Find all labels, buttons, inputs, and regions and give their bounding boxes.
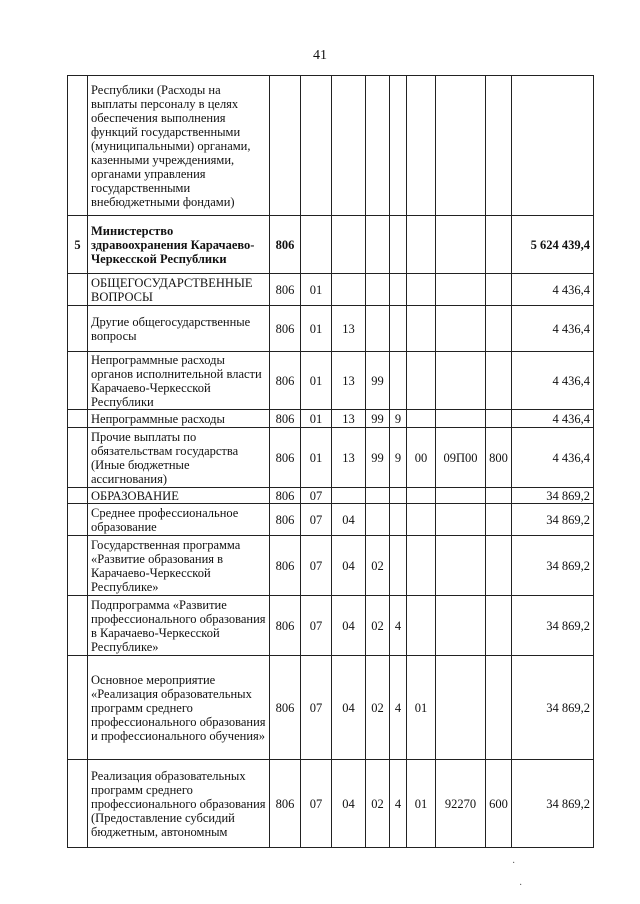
row-number-cell: 5 <box>68 216 88 274</box>
code-direction-cell: 92270 <box>436 760 486 848</box>
code-expense-type-cell <box>486 656 512 760</box>
amount-cell: 5 624 439,4 <box>512 216 594 274</box>
code-subprogram-cell: 4 <box>390 656 407 760</box>
table-row <box>68 274 594 306</box>
code-direction-cell <box>436 352 486 410</box>
code-section-cell: 07 <box>301 656 332 760</box>
row-number-cell <box>68 352 88 410</box>
code-grbs-cell: 806 <box>270 352 301 410</box>
item-name-cell: Подпрограмма «Развитие профессионального образования в Карачаево-Черкесской Республике» <box>88 596 270 656</box>
code-program-cell <box>366 306 390 352</box>
code-expense-type-cell: 600 <box>486 760 512 848</box>
item-name-cell: Республики (Расходы на выплаты персоналу в целях обеспечения выполнения функций государственными (муниципальными) органами, казенными учреждениями, органами управления государственными внебюджетными фондами) <box>88 76 270 216</box>
code-expense-type-cell: 800 <box>486 428 512 488</box>
code-section-cell: 07 <box>301 536 332 596</box>
code-program-cell <box>366 504 390 536</box>
code-subprogram-cell <box>390 306 407 352</box>
amount-cell: 4 436,4 <box>512 428 594 488</box>
code-expense-type-cell <box>486 274 512 306</box>
code-activity-cell: 00 <box>407 428 436 488</box>
table-row <box>68 656 594 760</box>
code-activity-cell <box>407 596 436 656</box>
code-grbs-cell: 806 <box>270 488 301 504</box>
code-subsection-cell <box>332 488 366 504</box>
code-activity-cell <box>407 536 436 596</box>
code-program-cell: 99 <box>366 352 390 410</box>
code-direction-cell <box>436 216 486 274</box>
code-activity-cell <box>407 410 436 428</box>
code-subsection-cell: 13 <box>332 410 366 428</box>
scan-speck: · <box>519 880 523 891</box>
code-program-cell <box>366 274 390 306</box>
table-row <box>68 428 594 488</box>
code-subprogram-cell <box>390 76 407 216</box>
item-name-cell: Прочие выплаты по обязательствам государства (Иные бюджетные ассигнования) <box>88 428 270 488</box>
code-section-cell: 01 <box>301 428 332 488</box>
code-program-cell <box>366 76 390 216</box>
table-row <box>68 488 594 504</box>
code-activity-cell: 01 <box>407 760 436 848</box>
code-direction-cell <box>436 536 486 596</box>
code-subsection-cell: 04 <box>332 596 366 656</box>
row-number-cell <box>68 760 88 848</box>
code-activity-cell <box>407 488 436 504</box>
code-grbs-cell: 806 <box>270 760 301 848</box>
code-subsection-cell <box>332 216 366 274</box>
code-program-cell <box>366 216 390 274</box>
code-program-cell: 02 <box>366 536 390 596</box>
row-number-cell <box>68 274 88 306</box>
code-direction-cell <box>436 76 486 216</box>
code-activity-cell <box>407 76 436 216</box>
row-number-cell <box>68 596 88 656</box>
amount-cell: 4 436,4 <box>512 306 594 352</box>
code-grbs-cell: 806 <box>270 656 301 760</box>
code-subsection-cell: 13 <box>332 352 366 410</box>
item-name-cell: ОБРАЗОВАНИЕ <box>88 488 270 504</box>
code-direction-cell <box>436 306 486 352</box>
code-direction-cell <box>436 656 486 760</box>
code-section-cell: 01 <box>301 274 332 306</box>
code-subprogram-cell: 9 <box>390 410 407 428</box>
item-name-cell: Непрограммные расходы органов исполнительной власти Карачаево-Черкесской Республики <box>88 352 270 410</box>
page-number: 41 <box>313 48 327 63</box>
table-row <box>68 216 594 274</box>
amount-cell <box>512 76 594 216</box>
table-row <box>68 76 594 216</box>
code-expense-type-cell <box>486 488 512 504</box>
code-grbs-cell: 806 <box>270 504 301 536</box>
code-program-cell: 02 <box>366 656 390 760</box>
code-section-cell: 07 <box>301 596 332 656</box>
code-activity-cell <box>407 216 436 274</box>
code-program-cell: 99 <box>366 428 390 488</box>
row-number-cell <box>68 306 88 352</box>
code-program-cell: 99 <box>366 410 390 428</box>
code-section-cell: 07 <box>301 504 332 536</box>
code-program-cell: 02 <box>366 596 390 656</box>
code-expense-type-cell <box>486 536 512 596</box>
code-grbs-cell: 806 <box>270 274 301 306</box>
code-grbs-cell: 806 <box>270 410 301 428</box>
amount-cell: 4 436,4 <box>512 410 594 428</box>
table-row <box>68 504 594 536</box>
item-name-cell: Непрограммные расходы <box>88 410 270 428</box>
row-number-cell <box>68 536 88 596</box>
table-row <box>68 306 594 352</box>
code-subprogram-cell <box>390 536 407 596</box>
code-subsection-cell: 04 <box>332 760 366 848</box>
code-activity-cell <box>407 274 436 306</box>
code-section-cell: 01 <box>301 306 332 352</box>
code-activity-cell <box>407 504 436 536</box>
amount-cell: 34 869,2 <box>512 536 594 596</box>
code-grbs-cell: 806 <box>270 216 301 274</box>
code-subprogram-cell: 4 <box>390 760 407 848</box>
code-expense-type-cell <box>486 216 512 274</box>
code-activity-cell <box>407 306 436 352</box>
amount-cell: 34 869,2 <box>512 504 594 536</box>
code-subprogram-cell: 9 <box>390 428 407 488</box>
code-expense-type-cell <box>486 410 512 428</box>
code-activity-cell: 01 <box>407 656 436 760</box>
table-row <box>68 352 594 410</box>
budget-table <box>67 75 594 848</box>
row-number-cell <box>68 410 88 428</box>
item-name-cell: Среднее профессиональное образование <box>88 504 270 536</box>
code-program-cell <box>366 488 390 504</box>
row-number-cell <box>68 76 88 216</box>
amount-cell: 34 869,2 <box>512 596 594 656</box>
amount-cell: 34 869,2 <box>512 488 594 504</box>
code-section-cell: 01 <box>301 410 332 428</box>
item-name-cell: ОБЩЕГОСУДАРСТВЕННЫЕ ВОПРОСЫ <box>88 274 270 306</box>
code-expense-type-cell <box>486 504 512 536</box>
code-subprogram-cell <box>390 352 407 410</box>
table-row <box>68 410 594 428</box>
code-subprogram-cell <box>390 216 407 274</box>
code-section-cell: 01 <box>301 352 332 410</box>
item-name-cell: Государственная программа «Развитие образования в Карачаево-Черкесской Республике» <box>88 536 270 596</box>
row-number-cell <box>68 488 88 504</box>
code-expense-type-cell <box>486 352 512 410</box>
code-direction-cell <box>436 596 486 656</box>
code-section-cell: 07 <box>301 760 332 848</box>
table-row <box>68 760 594 848</box>
code-section-cell: 07 <box>301 488 332 504</box>
code-direction-cell <box>436 274 486 306</box>
code-grbs-cell <box>270 76 301 216</box>
code-grbs-cell: 806 <box>270 428 301 488</box>
code-subprogram-cell: 4 <box>390 596 407 656</box>
code-subsection-cell: 04 <box>332 504 366 536</box>
code-subsection-cell <box>332 76 366 216</box>
row-number-cell <box>68 504 88 536</box>
code-section-cell <box>301 216 332 274</box>
table-row <box>68 536 594 596</box>
code-activity-cell <box>407 352 436 410</box>
code-subsection-cell: 04 <box>332 536 366 596</box>
amount-cell: 34 869,2 <box>512 760 594 848</box>
code-expense-type-cell <box>486 596 512 656</box>
code-grbs-cell: 806 <box>270 536 301 596</box>
code-direction-cell <box>436 504 486 536</box>
code-subprogram-cell <box>390 488 407 504</box>
code-grbs-cell: 806 <box>270 596 301 656</box>
scan-speck: · <box>512 858 516 869</box>
row-number-cell <box>68 656 88 760</box>
code-subprogram-cell <box>390 274 407 306</box>
code-direction-cell <box>436 488 486 504</box>
table-row <box>68 596 594 656</box>
code-expense-type-cell <box>486 306 512 352</box>
amount-cell: 4 436,4 <box>512 274 594 306</box>
item-name-cell: Реализация образовательных программ среднего профессионального образования (Предоставление субсидий бюджетным, автономным <box>88 760 270 848</box>
code-subsection-cell: 04 <box>332 656 366 760</box>
code-subsection-cell <box>332 274 366 306</box>
code-grbs-cell: 806 <box>270 306 301 352</box>
code-section-cell <box>301 76 332 216</box>
amount-cell: 4 436,4 <box>512 352 594 410</box>
amount-cell: 34 869,2 <box>512 656 594 760</box>
code-subsection-cell: 13 <box>332 428 366 488</box>
code-subprogram-cell <box>390 504 407 536</box>
item-name-cell: Основное мероприятие «Реализация образовательных программ среднего профессионального образования и профессионального обучения» <box>88 656 270 760</box>
code-program-cell: 02 <box>366 760 390 848</box>
code-subsection-cell: 13 <box>332 306 366 352</box>
code-direction-cell: 09П00 <box>436 428 486 488</box>
item-name-cell: Другие общегосударственные вопросы <box>88 306 270 352</box>
code-direction-cell <box>436 410 486 428</box>
item-name-cell: Министерство здравоохранения Карачаево-Черкесской Республики <box>88 216 270 274</box>
row-number-cell <box>68 428 88 488</box>
code-expense-type-cell <box>486 76 512 216</box>
